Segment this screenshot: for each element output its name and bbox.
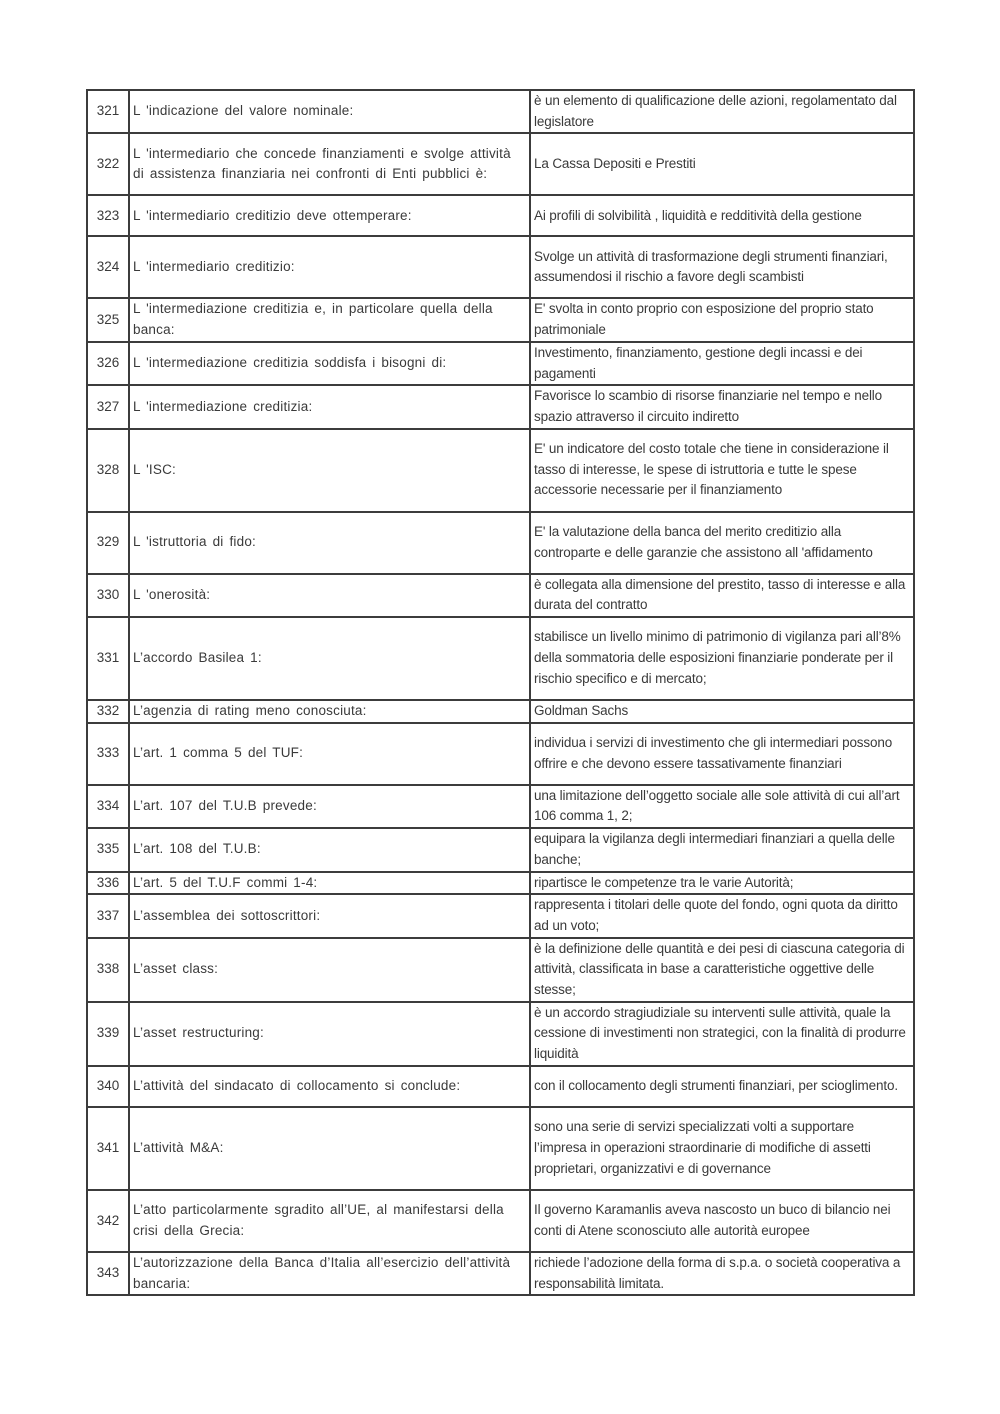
question-cell: L 'indicazione del valore nominale: — [129, 90, 530, 133]
row-number: 331 — [87, 617, 129, 700]
row-number: 343 — [87, 1252, 129, 1295]
row-number: 324 — [87, 236, 129, 298]
answer-cell: E' svolta in conto proprio con esposizione del proprio stato patrimoniale — [530, 298, 914, 341]
table-row — [87, 298, 914, 341]
answer-cell: Ai profili di solvibilità , liquidità e redditività della gestione — [530, 195, 914, 236]
row-number: 328 — [87, 429, 129, 512]
answer-cell: Investimento, finanziamento, gestione degli incassi e dei pagamenti — [530, 342, 914, 385]
answer-cell: individua i servizi di investimento che gli intermediari possono offrire e che devono essere tassativamente finanziari — [530, 723, 914, 785]
answer-cell: ripartisce le competenze tra le varie Autorità; — [530, 872, 914, 895]
table-body — [87, 90, 914, 1295]
table-row — [87, 195, 914, 236]
table-row — [87, 723, 914, 785]
table-row — [87, 385, 914, 428]
table-row — [87, 1107, 914, 1190]
question-cell: L 'istruttoria di fido: — [129, 512, 530, 574]
row-number: 332 — [87, 700, 129, 723]
question-cell: L 'intermediario creditizio: — [129, 236, 530, 298]
row-number: 336 — [87, 872, 129, 895]
question-cell: L’atto particolarmente sgradito all’UE, al manifestarsi della crisi della Grecia: — [129, 1190, 530, 1252]
question-cell: L’asset class: — [129, 938, 530, 1002]
question-cell: L’asset restructuring: — [129, 1002, 530, 1066]
answer-cell: Il governo Karamanlis aveva nascosto un buco di bilancio nei conti di Atene sconosciuto alle autorità europee — [530, 1190, 914, 1252]
answer-cell: E' un indicatore del costo totale che tiene in considerazione il tasso di interesse, le spese di istruttoria e tutte le spese accessorie necessarie per il finanziamento — [530, 429, 914, 512]
row-number: 321 — [87, 90, 129, 133]
row-number: 326 — [87, 342, 129, 385]
row-number: 327 — [87, 385, 129, 428]
question-cell: L 'ISC: — [129, 429, 530, 512]
table-row — [87, 894, 914, 937]
answer-cell: è un accordo stragiudiziale su interventi sulle attività, quale la cessione di investimenti non strategici, con la finalità di produrre liquidità — [530, 1002, 914, 1066]
question-cell: L’attività del sindacato di collocamento si conclude: — [129, 1066, 530, 1107]
row-number: 342 — [87, 1190, 129, 1252]
question-cell: L 'intermediazione creditizia e, in particolare quella della banca: — [129, 298, 530, 341]
answer-cell: è collegata alla dimensione del prestito, tasso di interesse e alla durata del contratto — [530, 574, 914, 617]
table-row — [87, 828, 914, 871]
table-row — [87, 133, 914, 195]
row-number: 323 — [87, 195, 129, 236]
question-cell: L’accordo Basilea 1: — [129, 617, 530, 700]
row-number: 333 — [87, 723, 129, 785]
answer-cell: sono una serie di servizi specializzati volti a supportare l’impresa in operazioni straordinarie di modifiche di assetti proprietari, organizzativi e di governance — [530, 1107, 914, 1190]
row-number: 338 — [87, 938, 129, 1002]
row-number: 322 — [87, 133, 129, 195]
answer-cell: è un elemento di qualificazione delle azioni, regolamentato dal legislatore — [530, 90, 914, 133]
table-row — [87, 574, 914, 617]
row-number: 339 — [87, 1002, 129, 1066]
question-cell: L 'intermediazione creditizia soddisfa i bisogni di: — [129, 342, 530, 385]
answer-cell: Goldman Sachs — [530, 700, 914, 723]
question-cell: L 'intermediario che concede finanziamenti e svolge attività di assistenza finanziaria nei confronti di Enti pubblici è: — [129, 133, 530, 195]
page-header-mark — [490, 0, 510, 4]
row-number: 341 — [87, 1107, 129, 1190]
table-row — [87, 700, 914, 723]
answer-cell: E' la valutazione della banca del merito creditizio alla controparte e delle garanzie che assistono all 'affidamento — [530, 512, 914, 574]
question-cell: L’art. 5 del T.U.F commi 1-4: — [129, 872, 530, 895]
table-row — [87, 1252, 914, 1295]
answer-cell: Svolge un attività di trasformazione degli strumenti finanziari, assumendosi il rischio a favore degli scambisti — [530, 236, 914, 298]
question-cell: L’agenzia di rating meno conosciuta: — [129, 700, 530, 723]
row-number: 340 — [87, 1066, 129, 1107]
answer-cell: con il collocamento degli strumenti finanziari, per scioglimento. — [530, 1066, 914, 1107]
table-row — [87, 617, 914, 700]
question-cell: L’art. 107 del T.U.B prevede: — [129, 785, 530, 828]
row-number: 337 — [87, 894, 129, 937]
row-number: 330 — [87, 574, 129, 617]
question-cell: L’art. 1 comma 5 del TUF: — [129, 723, 530, 785]
question-cell: L’art. 108 del T.U.B: — [129, 828, 530, 871]
question-cell: L’attività M&A: — [129, 1107, 530, 1190]
table-row — [87, 429, 914, 512]
table-row — [87, 236, 914, 298]
answer-cell: Favorisce lo scambio di risorse finanziarie nel tempo e nello spazio attraverso il circuito indiretto — [530, 385, 914, 428]
answer-cell: è la definizione delle quantità e dei pesi di ciascuna categoria di attività, classificata in base a caratteristiche oggettive delle stesse; — [530, 938, 914, 1002]
table-row — [87, 1002, 914, 1066]
answer-cell: richiede l’adozione della forma di s.p.a. o società cooperativa a responsabilità limitata. — [530, 1252, 914, 1295]
question-cell: L’assemblea dei sottoscrittori: — [129, 894, 530, 937]
question-cell: L 'onerosità: — [129, 574, 530, 617]
answer-cell: equipara la vigilanza degli intermediari finanziari a quella delle banche; — [530, 828, 914, 871]
table-row — [87, 938, 914, 1002]
answer-cell: una limitazione dell’oggetto sociale alle sole attività di cui all’art 106 comma 1, 2; — [530, 785, 914, 828]
table-row — [87, 872, 914, 895]
question-cell: L’autorizzazione della Banca d’Italia all’esercizio dell’attività bancaria: — [129, 1252, 530, 1295]
table-row — [87, 512, 914, 574]
row-number: 325 — [87, 298, 129, 341]
answer-cell: La Cassa Depositi e Prestiti — [530, 133, 914, 195]
table-row — [87, 1190, 914, 1252]
question-answer-table — [86, 89, 915, 1296]
row-number: 334 — [87, 785, 129, 828]
table-row — [87, 1066, 914, 1107]
row-number: 335 — [87, 828, 129, 871]
row-number: 329 — [87, 512, 129, 574]
question-cell: L 'intermediario creditizio deve ottemperare: — [129, 195, 530, 236]
answer-cell: rappresenta i titolari delle quote del fondo, ogni quota da diritto ad un voto; — [530, 894, 914, 937]
question-cell: L 'intermediazione creditizia: — [129, 385, 530, 428]
table-row — [87, 342, 914, 385]
answer-cell: stabilisce un livello minimo di patrimonio di vigilanza pari all’8% della sommatoria delle esposizioni finanziarie ponderate per il rischio specifico e di mercato; — [530, 617, 914, 700]
table-row — [87, 785, 914, 828]
table-row — [87, 90, 914, 133]
